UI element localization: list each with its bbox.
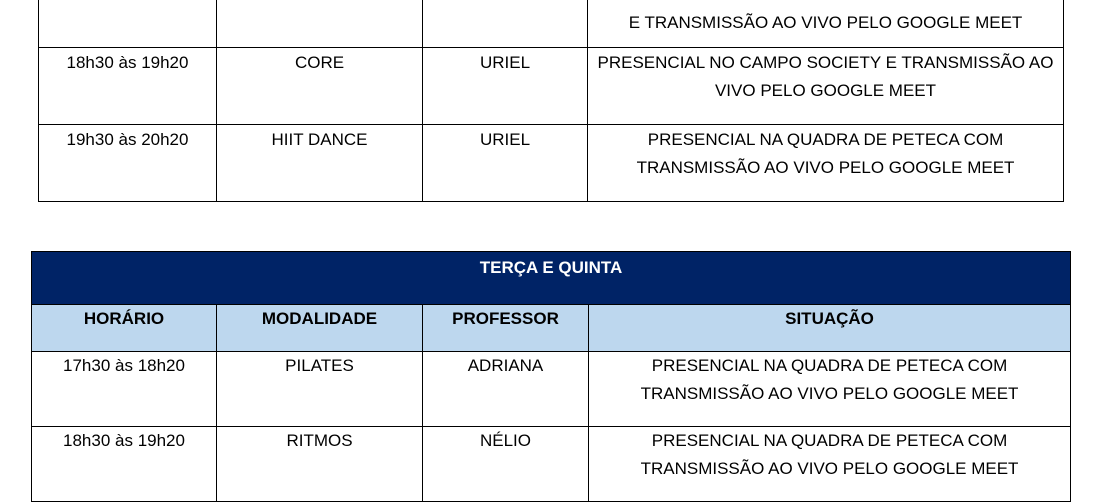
teacher-cell: URIEL [423,48,588,125]
table-row [39,125,1064,202]
time-cell [39,0,217,48]
table-title-row [32,252,1071,305]
table-row [32,427,1071,502]
schedule-table-top [38,0,1064,202]
table-header-row [32,305,1071,352]
activity-cell: HIIT DANCE [217,125,423,202]
activity-cell: CORE [217,48,423,125]
table-row [32,352,1071,427]
column-header-activity: MODALIDADE [217,305,423,352]
table-title: TERÇA E QUINTA [32,252,1071,305]
status-cell [588,0,1064,48]
time-cell: 18h30 às 19h20 [39,48,217,125]
time-cell: 18h30 às 19h20 [32,427,217,502]
table-row [39,48,1064,125]
activity-cell: RITMOS [217,427,423,502]
time-cell: 19h30 às 20h20 [39,125,217,202]
column-header-status: SITUAÇÃO [589,305,1071,352]
teacher-cell [423,0,588,48]
activity-cell: PILATES [217,352,423,427]
teacher-cell: URIEL [423,125,588,202]
status-cell: PRESENCIAL NA QUADRA DE PETECA COM TRANSMISSÃO AO VIVO PELO GOOGLE MEET [589,427,1071,502]
column-header-time: HORÁRIO [32,305,217,352]
teacher-cell: NÉLIO [423,427,589,502]
teacher-cell: ADRIANA [423,352,589,427]
schedule-table-tuesday-thursday [31,251,1071,502]
column-header-teacher: PROFESSOR [423,305,589,352]
status-cell: PRESENCIAL NO CAMPO SOCIETY E TRANSMISSÃO AO VIVO PELO GOOGLE MEET [588,48,1064,125]
status-text: E TRANSMISSÃO AO VIVO PELO GOOGLE MEET [628,13,1023,32]
table-row [39,0,1064,48]
activity-cell [217,0,423,48]
status-cell: PRESENCIAL NA QUADRA DE PETECA COM TRANSMISSÃO AO VIVO PELO GOOGLE MEET [588,125,1064,202]
time-cell: 17h30 às 18h20 [32,352,217,427]
status-cell: PRESENCIAL NA QUADRA DE PETECA COM TRANSMISSÃO AO VIVO PELO GOOGLE MEET [589,352,1071,427]
